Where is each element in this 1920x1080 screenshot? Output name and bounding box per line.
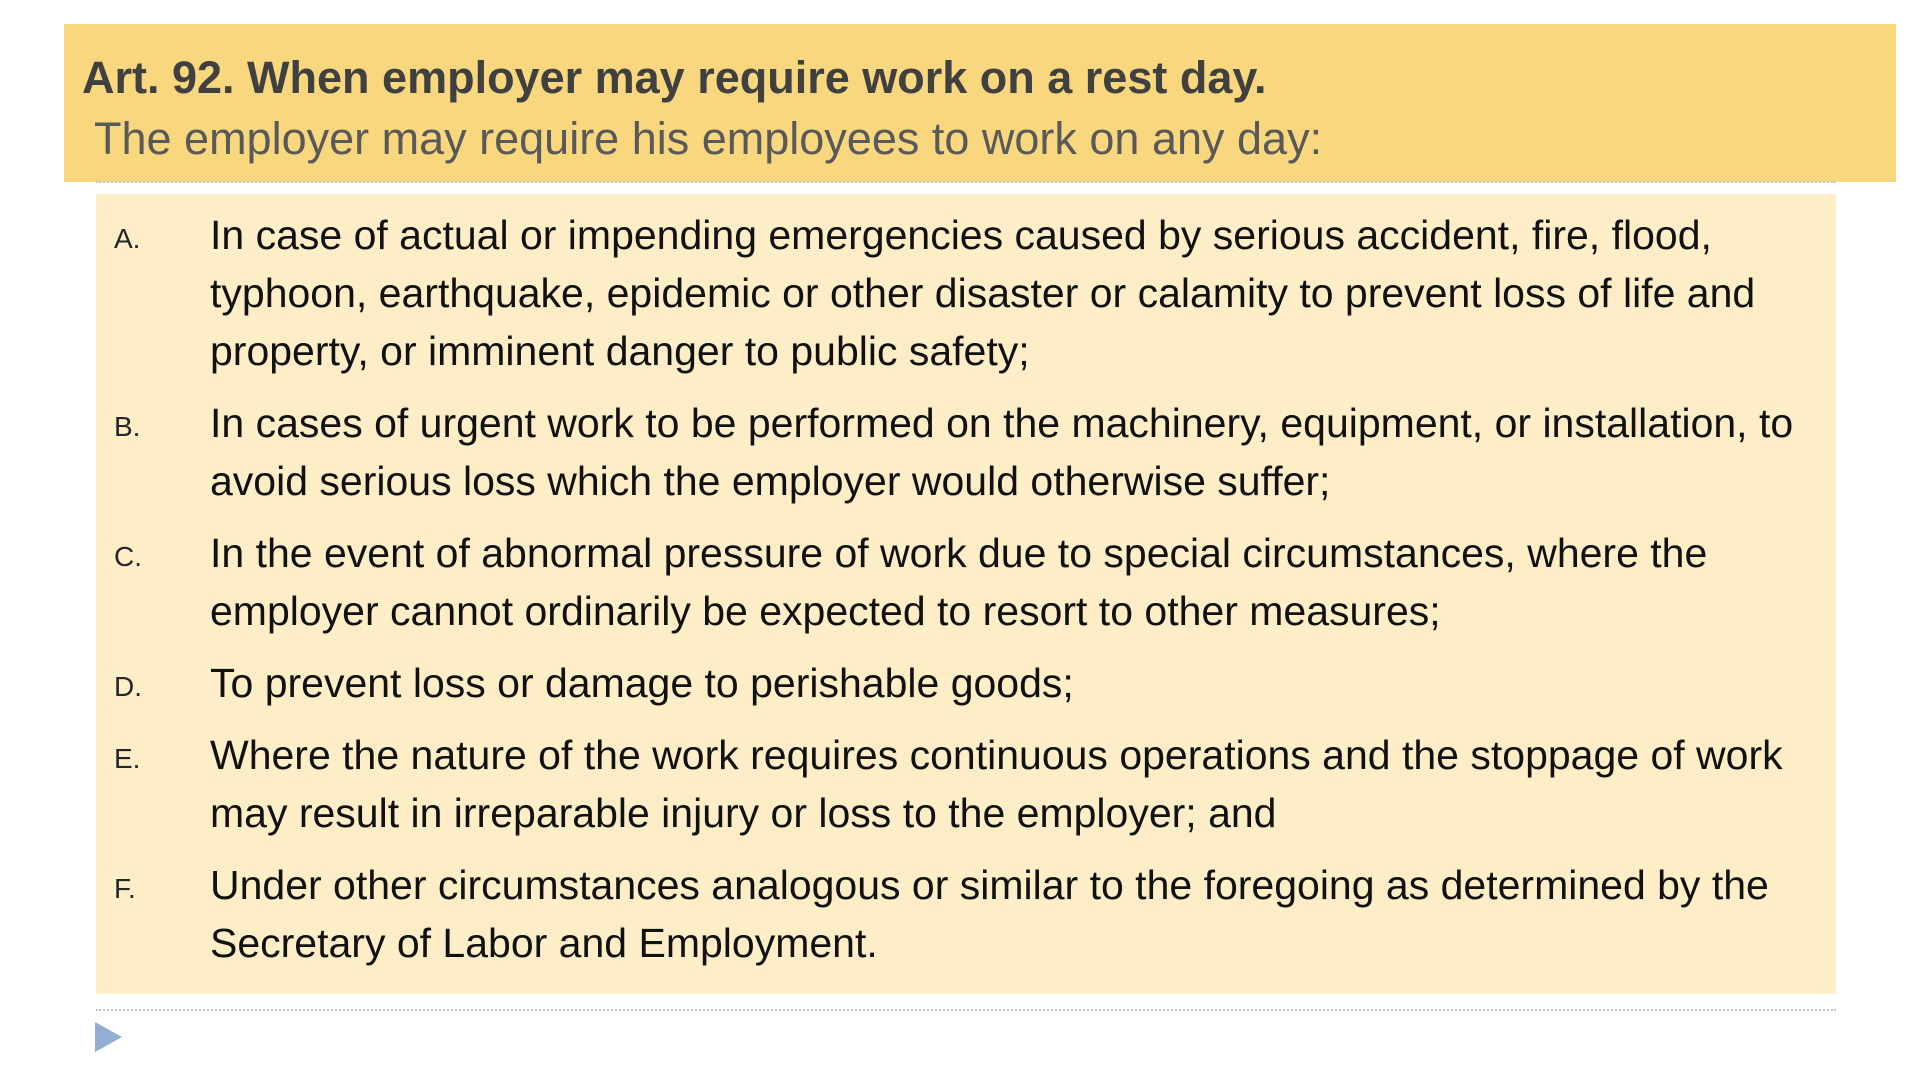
content-list bbox=[96, 194, 1836, 994]
list-item-text: Under other circumstances analogous or similar to the foregoing as determined by the Secretary of Labor and Employment. bbox=[210, 862, 1769, 966]
bottom-divider bbox=[96, 1009, 1836, 1011]
list-marker: F. bbox=[114, 873, 136, 904]
list-marker: B. bbox=[114, 411, 141, 442]
slide-subtitle: The employer may require his employees to work on any day: bbox=[94, 113, 1323, 164]
list-item-a bbox=[114, 206, 1816, 380]
list-marker: C. bbox=[114, 541, 142, 572]
list-item-text: Where the nature of the work requires continuous operations and the stoppage of work may result in irreparable injury or loss to the employer; and bbox=[210, 732, 1783, 836]
title-box bbox=[64, 24, 1896, 182]
list-item-text: In cases of urgent work to be performed on the machinery, equipment, or installation, to avoid serious loss which the employer would otherwise suffer; bbox=[210, 400, 1794, 504]
list-item-text: In the event of abnormal pressure of work due to special circumstances, where the employer cannot ordinarily be expected to resort to other measures; bbox=[210, 530, 1708, 634]
list-item-b bbox=[114, 394, 1816, 510]
list-marker: A. bbox=[114, 223, 141, 254]
list-item-e bbox=[114, 726, 1816, 842]
play-triangle-icon bbox=[95, 1022, 122, 1052]
list-marker: D. bbox=[114, 671, 142, 702]
slide-title: Art. 92. When employer may require work on a rest day. bbox=[82, 52, 1267, 103]
list-item-d bbox=[114, 654, 1816, 712]
list-item-c bbox=[114, 524, 1816, 640]
list-item-text: To prevent loss or damage to perishable goods; bbox=[210, 660, 1074, 706]
top-divider bbox=[96, 181, 1836, 183]
list-item-f bbox=[114, 856, 1816, 972]
list-marker: E. bbox=[114, 743, 141, 774]
list-item-text: In case of actual or impending emergencies caused by serious accident, fire, flood, typhoon, earthquake, epidemic or other disaster or calamity to prevent loss of life and property, or imminent danger to public safety; bbox=[210, 212, 1756, 374]
